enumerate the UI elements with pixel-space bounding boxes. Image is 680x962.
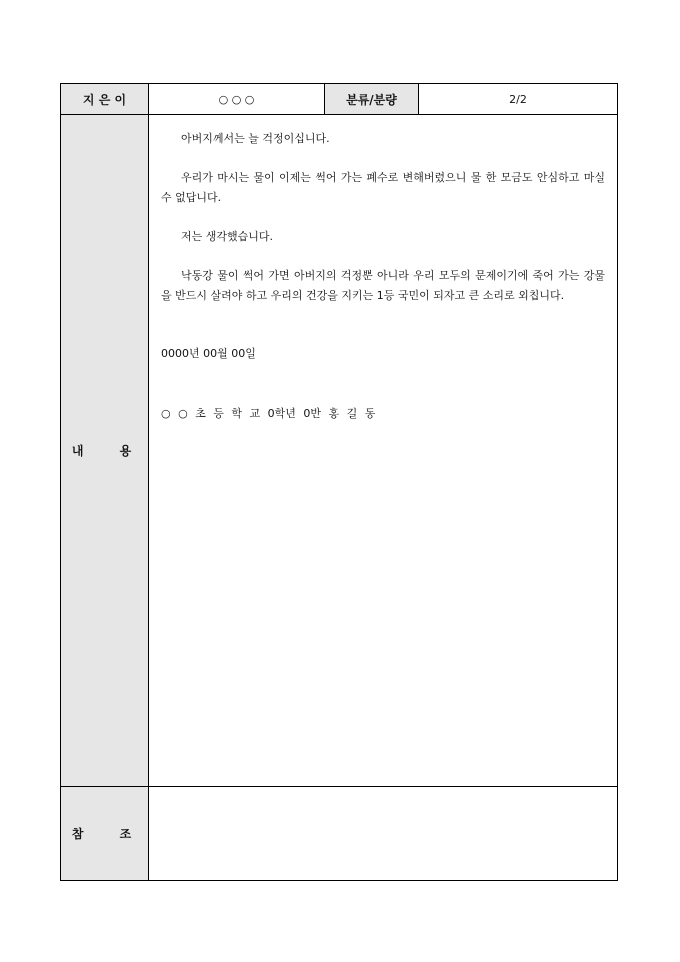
category-value: 2/2: [419, 84, 617, 115]
signature-line: ○ ○ 초 등 학 교 0학년 0반 홍 길 동: [161, 407, 376, 420]
paragraph-4: 낙동강 물이 썩어 가면 아버지의 걱정뿐 아니라 우리 모두의 문제이기에 죽어 가는 강물을 반드시 살려야 하고 우리의 건강을 지키는 1등 국민이 되자고 큰 소리로 외칩니다.: [161, 269, 605, 302]
author-label: 지 은 이: [61, 84, 149, 115]
category-label: 분류/분량: [325, 84, 419, 115]
paragraph-2: 우리가 마시는 물이 이제는 썩어 가는 폐수로 변해버렸으니 물 한 모금도 안심하고 마실 수 없답니다.: [161, 171, 605, 204]
reference-value: [149, 787, 617, 880]
paragraph-1: 아버지께서는 늘 걱정이십니다.: [181, 132, 330, 145]
reference-label: 참 조: [61, 787, 149, 880]
paragraph-3: 저는 생각했습니다.: [181, 230, 274, 243]
date-line: 0000년 00월 00일: [161, 347, 256, 360]
document-form: [60, 83, 618, 881]
content-label: 내 용: [61, 115, 149, 787]
content-area: [149, 115, 617, 787]
author-value: ○ ○ ○: [149, 84, 325, 115]
